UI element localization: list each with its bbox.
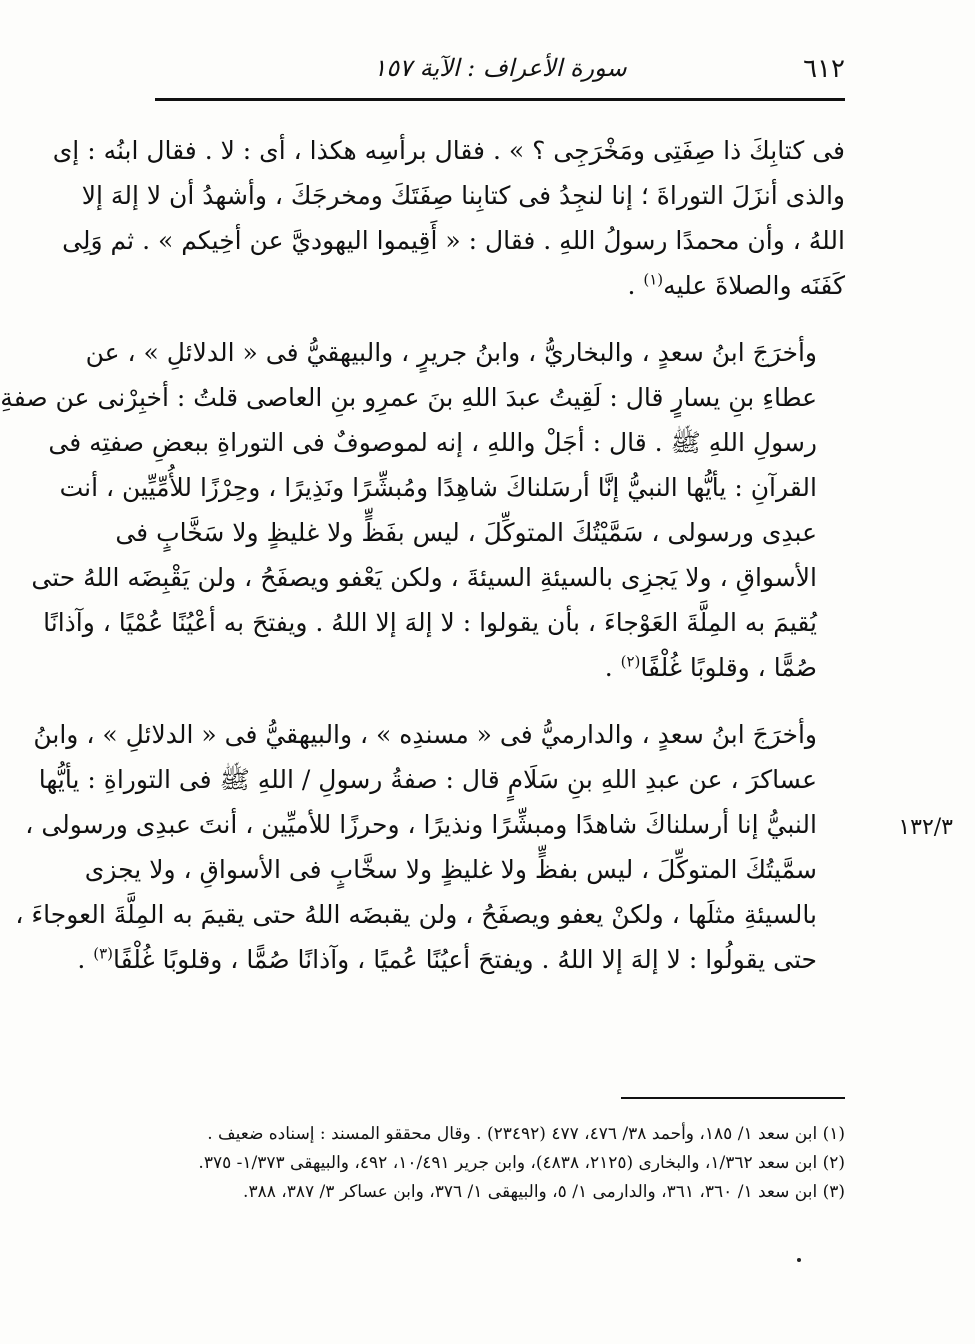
line-end: . — [627, 271, 644, 300]
text-line: اللهُ ، وأن محمدًا رسولُ اللهِ . فقال : « أَقِيموا اليهوديَّ عن أخِيكم » . ثم وَلِى — [62, 226, 845, 255]
line-end: . — [604, 653, 621, 682]
margin-volume-page-note: ١٣٢/٣ — [898, 815, 953, 840]
text-line: رسولِ اللهِ ﷺ . قال : أجَلْ واللهِ ، إنه لموصوفٌ فى التوراةِ ببعضِ صفتِه فى — [48, 428, 817, 457]
footnote-2: (٢) ابن سعد ١/٣٦٢، والبخارى (٢١٢٥، ٤٨٣٨)، وابن جرير ١٠/٤٩١، ٤٩٢، والبيهقى ١/٣٧٣- ٣٧٥. — [198, 1153, 845, 1173]
text-line — [155, 645, 845, 690]
text-line: سمَّيتُكَ المتوكِّلَ ، ليس بفظٍّ ولا غليظٍ ولا سخَّابٍ فى الأسواقِ ، ولا يجزى — [84, 855, 817, 884]
text-line — [155, 263, 845, 308]
paragraph-1 — [52, 128, 845, 308]
footnote-ref[interactable]: (٢) — [620, 652, 641, 671]
line-end: . — [77, 945, 94, 974]
text-line: عبدِى ورسولى ، سَمَّيْتُكَ المتوكِّلَ ، ليس بفَظٍّ ولا غليظٍ ولا سَخَّابٍ فى — [115, 518, 817, 547]
footnote-1: (١) ابن سعد ١/ ١٨٥، وأحمد ٣٨/ ٤٧٦، ٤٧٧ (٢٣٤٩٢) . وقال محققو المسند : إسناده ضعيف . — [207, 1124, 845, 1144]
footnotes — [155, 1120, 845, 1207]
text-line: عطاءِ بنِ يسارٍ قال : لَقِيتُ عبدَ اللهِ بنَ عمرِو بنِ العاصى قلتُ : أخبِرْنى عن صفةِ — [0, 383, 817, 412]
text-line: وأخرَجَ ابنُ سعدٍ ، والدارميُّ فى « مسندِه » ، والبيهقيُّ فى « الدلائلِ » ، وابنُ — [33, 720, 817, 749]
footnote-ref[interactable]: (١) — [643, 270, 664, 289]
text-line: بالسيئةِ مثلَها ، ولكنْ يعفو ويصفَحُ ، ولن يقبضَه اللهُ حتى يقيمَ به المِلَّةَ العوجاءَ ، — [15, 900, 817, 929]
running-title: سورة الأعراف : الآية ١٥٧ — [373, 54, 627, 82]
footnote-3: (٣) ابن سعد ١/ ٣٦٠، ٣٦١، والدارمى ١/ ٥، والبيهقى ١/ ٣٧٦، وابن عساكر ٣/ ٣٨٧، ٣٨٨. — [243, 1182, 845, 1202]
text-line: فى كتابِكَ ذا صِفَتِى ومَخْرَجِى ؟ » . فقال برأسِه هكذا ، أى : لا . فقال ابنُه : إى — [52, 136, 845, 165]
header-rule — [155, 98, 845, 101]
paragraph-2 — [0, 330, 845, 690]
text-line-content: حتى يقولُوا : لا إلهَ إلا اللهُ . ويفتحَ أعيُنًا عُميًا ، وآذانًا صُمًّا ، وقلوبًا غُلْفًا — [113, 945, 817, 974]
body-text — [0, 128, 845, 1004]
text-line-content: كَفَنَه والصلاةَ عليه — [663, 271, 845, 300]
footnote-rule — [621, 1097, 845, 1099]
print-speck — [797, 1258, 801, 1262]
page-header — [155, 46, 845, 96]
text-line: وأخرَجَ ابنُ سعدٍ ، والبخاريُّ ، وابنُ جريرٍ ، والبيهقيُّ فى « الدلائلِ » ، عن — [85, 338, 817, 367]
footnote-ref[interactable]: (٣) — [93, 944, 113, 963]
text-line: الأسواقِ ، ولا يَجزِى بالسيئةِ السيئةَ ، ولكن يَعْفو ويصفَحُ ، ولن يَقْبِضَه اللهُ حتى — [31, 563, 817, 592]
text-line: النبيُّ إنا أرسلناكَ شاهدًا ومبشِّرًا ونذيرًا ، وحرزًا للأميِّين ، أنتَ عبدِى ورسولى ، — [25, 810, 817, 839]
text-line: القرآنِ : يأيُّها النبيُّ إنَّا أرسَلناكَ شاهِدًا ومُبشِّرًا ونَذِيرًا ، وحِرْزًا للأُمِّيِّين ، أنت — [59, 473, 817, 502]
paragraph-3 — [15, 712, 845, 982]
text-line-content: صُمًّا ، وقلوبًا غُلْفًا — [640, 653, 817, 682]
text-line: والذى أنزَلَ التوراةَ ؛ إنا لنجِدُ فى كتابِنا صِفَتَكَ ومخرجَكَ ، وأشهدُ أن لا إلهَ إلا — [81, 181, 845, 210]
text-line: يُقيمَ به المِلَّةَ العَوْجاءَ ، بأن يقولوا : لا إلهَ إلا اللهُ . ويفتحَ به أعْيُنًا عُمْيًا ، وآذانًا — [43, 608, 817, 637]
text-line — [77, 937, 845, 982]
page-number: ٦١٢ — [803, 54, 845, 84]
text-line: عساكرَ ، عن عبدِ اللهِ بنِ سَلَامٍ قال : صفةُ رسولِ / اللهِ ﷺ فى التوراةِ : يأيُّها — [38, 765, 817, 794]
